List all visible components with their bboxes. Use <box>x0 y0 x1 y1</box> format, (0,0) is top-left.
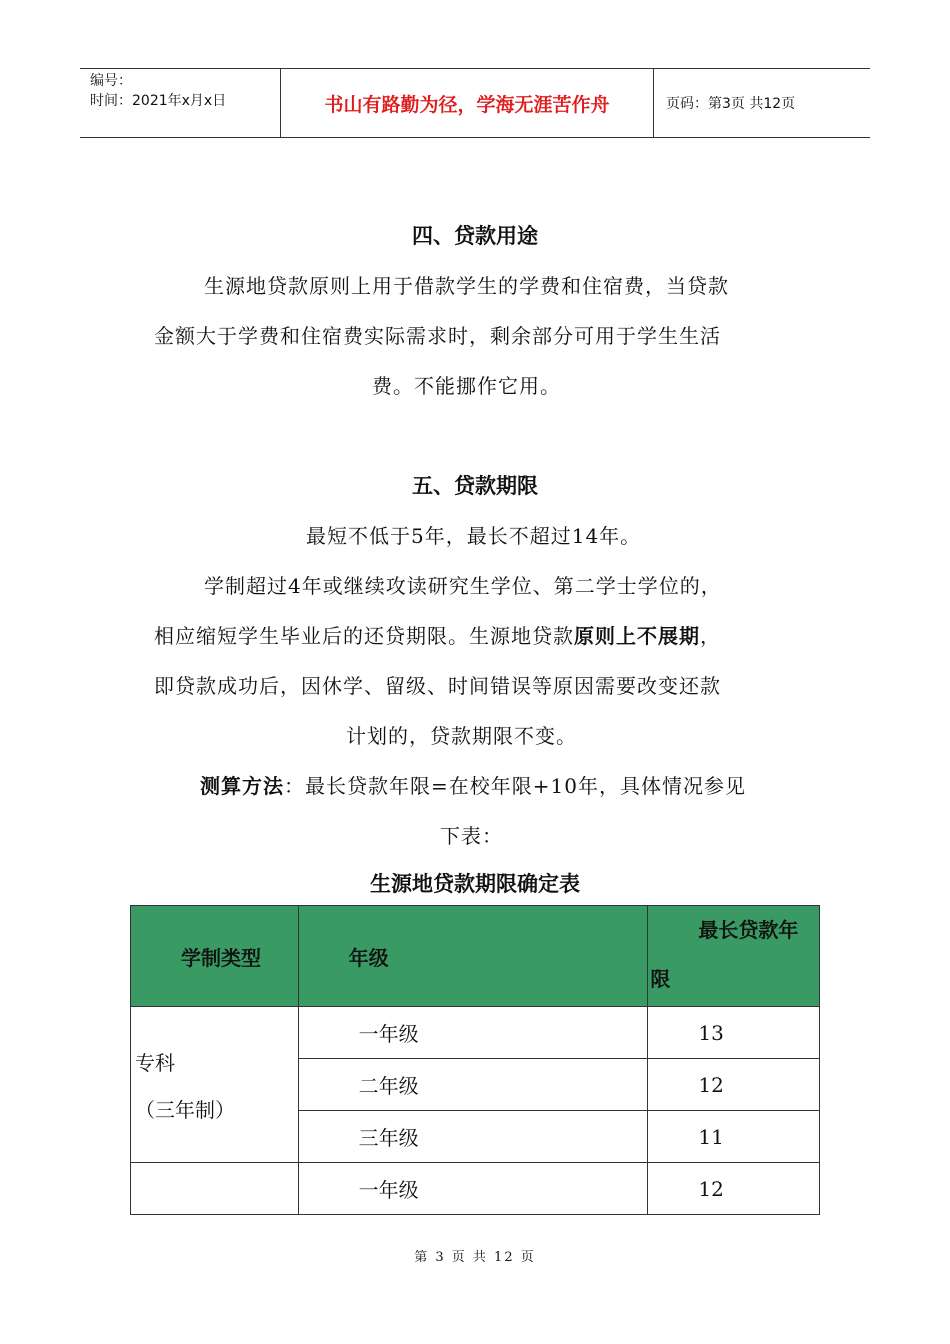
header-motto: 书山有路勤为径，学海无涯苦作舟 <box>280 69 654 137</box>
header-meta <box>80 69 280 137</box>
method-tail: 下表： <box>440 824 503 848</box>
group-label-empty <box>131 1163 299 1215</box>
years-cell: 11 <box>648 1111 820 1163</box>
table-header-row <box>131 906 820 1007</box>
section5-title: 五、贷款期限 <box>412 474 538 498</box>
grade-cell: 二年级 <box>298 1059 648 1111</box>
section4-line: 生源地贷款原则上用于借款学生的学费和住宿费，当贷款 <box>204 274 729 298</box>
section5-line: 学制超过4年或继续攻读研究生学位、第二学士学位的， <box>204 574 722 598</box>
years-cell: 13 <box>648 1007 820 1059</box>
page-footer: 第 3 页 共 12 页 <box>414 1250 536 1265</box>
grade-cell: 三年级 <box>298 1111 648 1163</box>
table-title: 生源地贷款期限确定表 <box>370 872 580 896</box>
header-grade: 年级 <box>298 906 648 1007</box>
header-page-info: 页码：第3页 共12页 <box>666 96 796 112</box>
header-time-label: 时间：2021年x月x日 <box>90 93 227 109</box>
section4-line: 金额大于学费和住宿费实际需求时，剩余部分可用于学生生活 <box>154 324 721 348</box>
years-cell: 12 <box>648 1163 820 1215</box>
method-line <box>200 770 746 799</box>
section4-line: 费。不能挪作它用。 <box>372 374 561 398</box>
section4-title: 四、贷款用途 <box>412 224 538 248</box>
header-max-years: 最长贷款年 限 <box>648 906 820 1007</box>
method-text: ：最长贷款年限=在校年限+10年，具体情况参见 <box>284 774 746 798</box>
section5-line3-pre: 相应缩短学生毕业后的还贷期限。生源地贷款 <box>154 624 574 648</box>
group-label: 专科 （三年制） <box>131 1007 299 1163</box>
section5-line: 即贷款成功后，因休学、留级、时间错误等原因需要改变还款 <box>154 674 721 698</box>
section5-line3-bold: 原则上不展期 <box>574 624 700 648</box>
section5-line3-post: ， <box>700 624 721 648</box>
years-cell: 12 <box>648 1059 820 1111</box>
grade-cell: 一年级 <box>298 1007 648 1059</box>
loan-term-table <box>130 905 820 1215</box>
section5-line: 最短不低于5年，最长不超过14年。 <box>306 524 642 548</box>
grade-cell: 一年级 <box>298 1163 648 1215</box>
header-type: 学制类型 <box>131 906 299 1007</box>
section5-line <box>154 620 721 649</box>
table-row <box>131 1007 820 1059</box>
section5-line: 计划的，贷款期限不变。 <box>346 724 577 748</box>
method-label: 测算方法 <box>200 774 284 798</box>
page-header <box>80 68 870 138</box>
header-number-label: 编号： <box>90 73 132 89</box>
table-row <box>131 1163 820 1215</box>
